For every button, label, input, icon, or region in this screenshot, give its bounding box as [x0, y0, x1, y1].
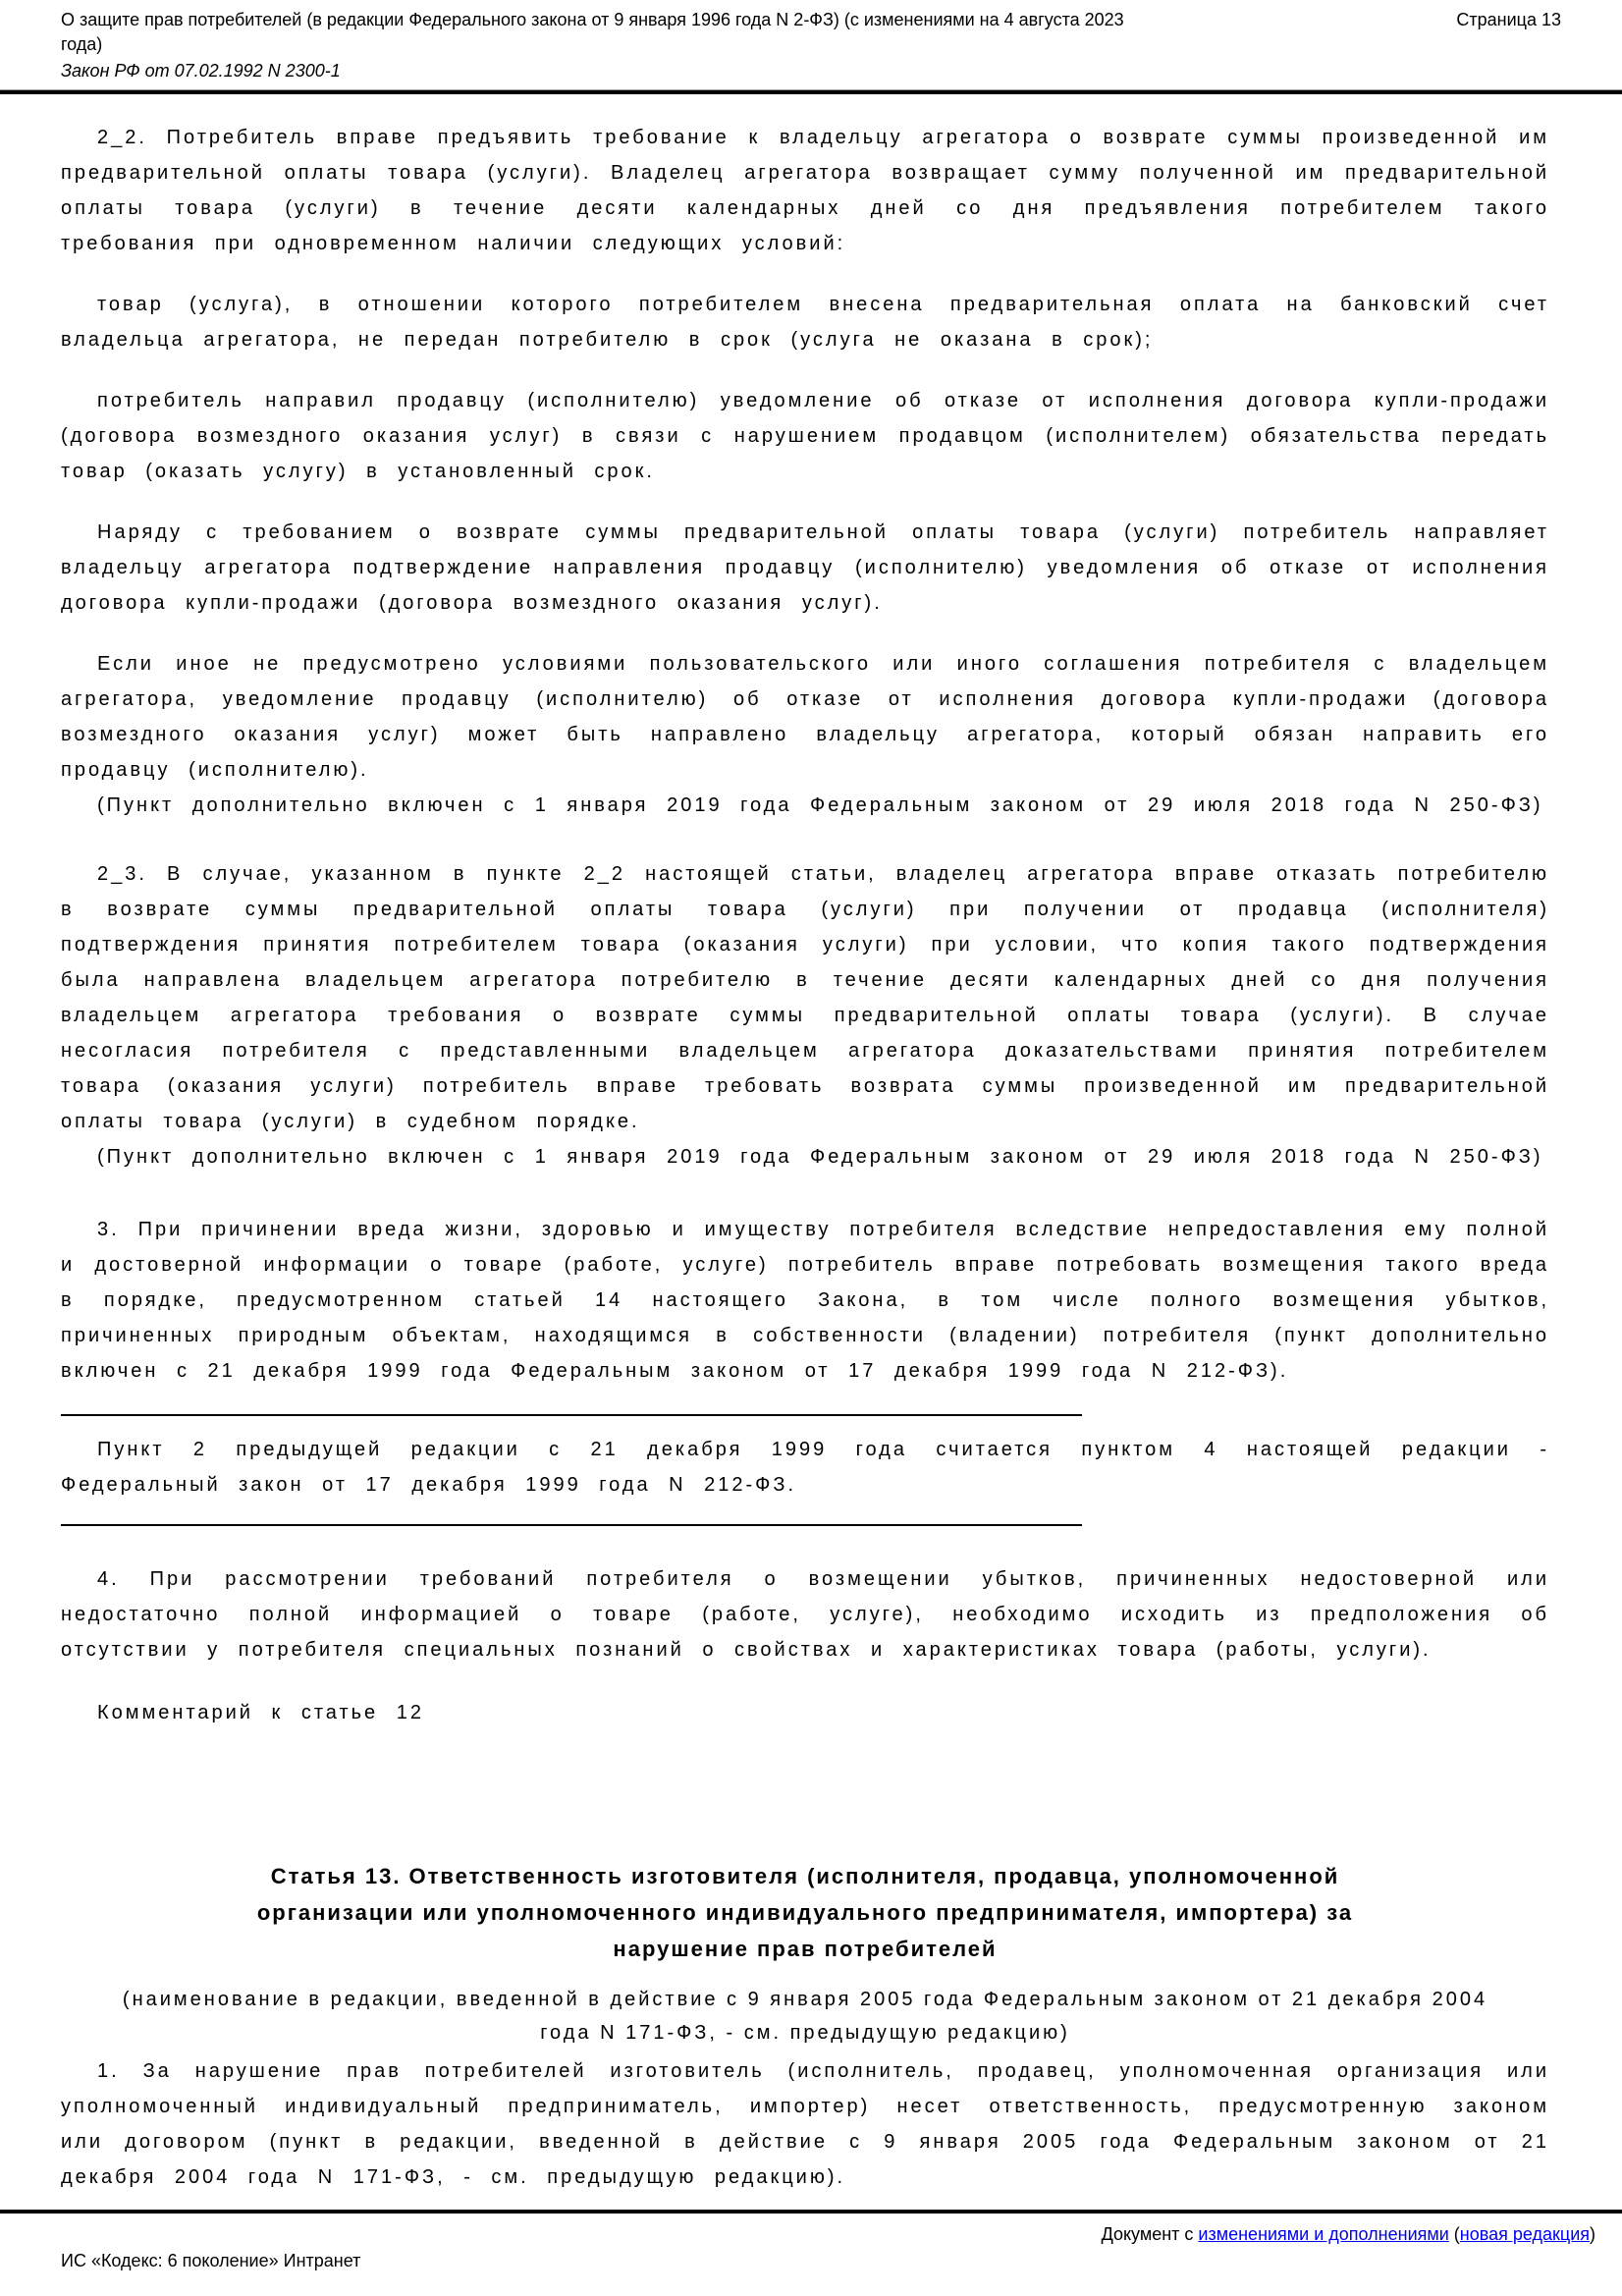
page-header: [0, 0, 1622, 83]
comment-line: Комментарий к статье 12: [97, 1702, 424, 1723]
editorial-divider-top: [61, 1414, 1082, 1416]
paragraph-article13-1: 1. За нарушение прав потребителей изготовитель (исполнитель, продавец, уполномоченная организация или уполномоченный индивидуальный предприниматель, импортер) несет ответственность, предусмотренную законом или договором (пункт в редакции, введенной в действие с 9 января 2005 года Федеральным законом от 21 декабря 2004 года N 171-ФЗ, - см. предыдущую редакцию).: [61, 2060, 1549, 2188]
document-reference: Закон РФ от 07.02.1992 N 2300-1: [61, 61, 341, 81]
note-250fz-1: (Пункт дополнительно включен с 1 января 2019 года Федеральным законом от 29 июля 2018 года N 250-ФЗ): [97, 794, 1543, 816]
paragraph-2-2: 2_2. Потребитель вправе предъявить требование к владельцу агрегатора о возврате суммы произведенной им предварительной оплаты товара (услуги). Владелец агрегатора возвращает сумму полученной им предварительной оплаты товара (услуги) в течение десяти календарных дней со дня предъявления потребителем такого требования при одновременном наличии следующих условий:: [61, 127, 1549, 254]
article-13-heading: Статья 13. Ответственность изготовителя (исполнителя, продавца, уполномоченной организации или уполномоченного индивидуального предпринимателя, импортера) за нарушение прав потребителей: [256, 1864, 1354, 1961]
paragraph-condition-notice: потребитель направил продавцу (исполнителю) уведомление об отказе от исполнения договора купли-продажи (договора возмездного оказания услуг) в связи с нарушением продавцом (исполнителем) обязательства передать товар (оказать услугу) в установленный срок.: [61, 390, 1549, 482]
paragraph-agreement: Если иное не предусмотрено условиями пользовательского или иного соглашения потребителя с владельцем агрегатора, уведомление продавцу (исполнителю) об отказе от исполнения договора купли-продажи (договора возмездного оказания услуг) может быть направлено владельцу агрегатора, который обязан направить его продавцу (исполнителю).: [61, 653, 1549, 781]
editorial-divider-bottom: [61, 1524, 1082, 1526]
article-13-name-note: (наименование в редакции, введенной в действие с 9 января 2005 года Федеральным законом от 21 декабря 2004 года N 171-ФЗ, - см. предыдущую редакцию): [122, 1989, 1488, 2044]
new-edition-link[interactable]: новая редакция: [1459, 2224, 1590, 2244]
system-label: ИС «Кодекс: 6 поколение» Интранет: [61, 2251, 361, 2270]
footer-doc-prefix: Документ с: [1101, 2224, 1199, 2244]
document-body: [0, 94, 1622, 1730]
paragraph-4: 4. При рассмотрении требований потребителя о возмещении убытков, причиненных недостоверной или недостаточно полной информацией о товаре (работе, услуге), необходимо исходить из предположения об отсутствии у потребителя специальных познаний о свойствах и характеристиках товара (работы, услуги).: [61, 1568, 1549, 1661]
footer-rule: [0, 2210, 1622, 2214]
footer-links: [1102, 2221, 1595, 2247]
paragraph-confirmation: Наряду с требованием о возврате суммы предварительной оплаты товара (услуги) потребитель направляет владельцу агрегатора подтверждение направления продавцу (исполнителю) уведомления об отказе от исполнения договора купли-продажи (договора возмездного оказания услуг).: [61, 521, 1549, 614]
document-title: О защите прав потребителей (в редакции Федерального закона от 9 января 1996 года N 2-ФЗ) (с изменениями на 4 августа 2023 года): [61, 10, 1124, 54]
article-13-section: [61, 1858, 1549, 2195]
page-number: Страница 13: [1456, 10, 1561, 29]
paragraph-2-3: 2_3. В случае, указанном в пункте 2_2 настоящей статьи, владелец агрегатора вправе отказать потребителю в возврате суммы предварительной оплаты товара (услуги) при получении от продавца (исполнителя) подтверждения принятия потребителем товара (оказания услуги) при условии, что копия такого подтверждения была направлена владельцем агрегатора потребителю в течение десяти календарных дней со дня получения владельцем агрегатора требования о возврате суммы предварительной оплаты товара (услуги). В случае несогласия потребителя с представленными владельцем агрегатора доказательствами принятия потребителем товара (оказания услуги) потребитель вправе требовать возврата суммы произведенной им предварительной оплаты товара (услуги) в судебном порядке.: [61, 863, 1549, 1132]
paragraph-condition-goods: товар (услуга), в отношении которого потребителем внесена предварительная оплата на банковский счет владельца агрегатора, не передан потребителю в срок (услуга не оказана в срок);: [61, 294, 1549, 351]
paragraph-3: 3. При причинении вреда жизни, здоровью и имуществу потребителя вследствие непредоставления ему полной и достоверной информации о товаре (работе, услуге) потребитель вправе потребовать возмещения такого вреда в порядке, предусмотренном статьей 14 настоящего Закона, в том числе полного возмещения убытков, причиненных природным объектам, находящимся в собственности (владении) потребителя (пункт дополнительно включен с 21 декабря 1999 года Федеральным законом от 17 декабря 1999 года N 212-ФЗ).: [61, 1219, 1549, 1382]
editorial-note: Пункт 2 предыдущей редакции с 21 декабря 1999 года считается пунктом 4 настоящей редакции - Федеральный закон от 17 декабря 1999 года N 212-ФЗ.: [61, 1439, 1549, 1496]
footer-open-paren: (: [1448, 2224, 1460, 2244]
footer-close-paren: ): [1590, 2224, 1595, 2244]
note-250fz-2: (Пункт дополнительно включен с 1 января 2019 года Федеральным законом от 29 июля 2018 года N 250-ФЗ): [97, 1146, 1543, 1168]
amendments-link[interactable]: изменениями и дополнениями: [1198, 2224, 1449, 2244]
